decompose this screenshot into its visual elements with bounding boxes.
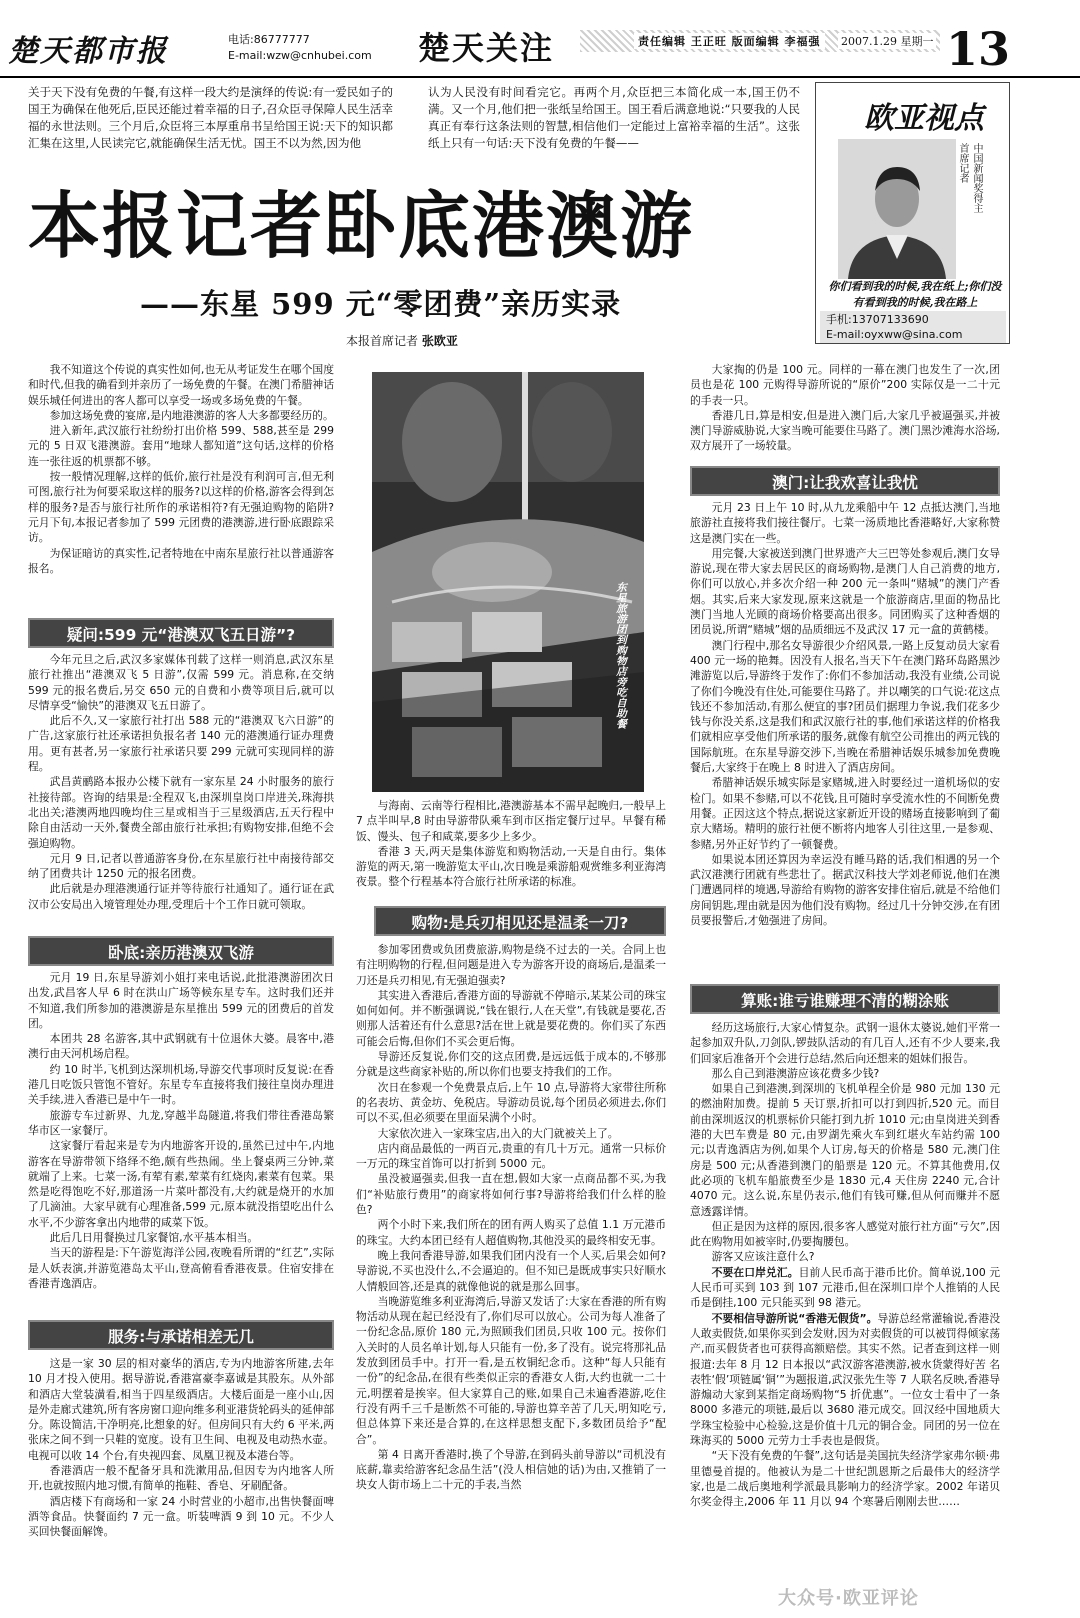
- watermark: 大众号·欧亚评论: [778, 1588, 919, 1609]
- paragraph: 今年元旦之后,武汉多家媒体刊载了这样一则消息,武汉东星旅行社推出“港澳双飞 5 日游”,仅需 599 元。消息称,在交纳 599 元的报名费后,另交 650 元的自费和小费等项目后,就可以尽情享受“愉快”的港澳双飞五日游了。: [28, 653, 334, 712]
- paragraph: 但正是因为这样的原因,很多客人感觉对旅行社方面“亏欠”,因此在购物用如被宰时,仍要掏腰包。: [690, 1219, 1000, 1249]
- paragraph: 香港几日,算是相安,但是进入澳门后,大家几乎被逼强买,并被澳门导游威胁说,大家当晚可能要住马路了。澳门黑沙滩海水浴场,双方展开了一场较量。: [690, 408, 1000, 453]
- paragraph: 不要在口岸兑汇。目前人民币高于港币比价。简单说,100 元人民币可买到 103 到 107 元港币,但在深圳口岸个人推销的人民币是倒挂,100 元只能买到 98 港元。: [690, 1265, 1000, 1310]
- author-portrait-icon: [838, 139, 956, 279]
- editors: 责任编辑 王正旺 版面编辑 李福强: [634, 33, 825, 49]
- section-heading-macau: [690, 466, 1000, 496]
- paper-name: 楚天都市报: [8, 34, 168, 69]
- column-3-accounting: [690, 1020, 1000, 1612]
- column-2-schedule: [356, 798, 666, 902]
- paragraph: 本团共 28 名游客,其中武钢就有十位退休大婆。晨客中,港澳行由天河机场启程。: [28, 1032, 334, 1061]
- paragraph: 参加这场免费的宴席,是内地港澳游的客人大多都要经历的。: [49, 408, 334, 422]
- column-1-undercover: [28, 970, 334, 1314]
- paragraph: 为保证暗访的真实性,记者特地在中南东星旅行社以普通游客报名。: [28, 546, 334, 575]
- issue-date: 2007.1.29 星期一: [838, 33, 936, 49]
- paragraph: 元月 23 日上午 10 时,从九龙乘船中午 12 点抵达澳门,当地旅游社直接将我们接往餐厅。七菜一汤质地比香港略好,大家称赞这是澳门实在一些。: [690, 501, 1000, 545]
- paragraph: 酒店楼下有商场和一家 24 小时营业的小超市,出售快餐面啤酒等食品。快餐面约 7 元一盒。听装啤酒 9 到 10 元。不少人买回快餐面解馋。: [28, 1494, 334, 1539]
- section-heading-text: 服务:与承诺相差无几: [108, 1328, 254, 1346]
- paragraph: 这是一家 30 层的相对豪华的酒店,专为内地游客所建,去年 10 月才投入使用。据导游说,香港富豪李嘉诚是其股东。从外部和酒店大堂装潢看,相当于四星级酒店。大楼后面是一座小山,因是外走廊式建筑,所有客房窗口迎向维多利亚港货轮码头的延伸部分。陈设简洁,干净明亮,比想象的好。但房间只有大约 6 平米,两张床之间不到一只鞋的宽度。设有卫生间、电视及电动热水壶。电视可以收 14 个台,有央视四套、凤凰卫视及本港台等。: [28, 1357, 334, 1462]
- paragraph: 希腊神话娱乐城实际是家赌城,进入时要经过一道机场似的安检门。如果不参赌,可以不花钱,且可随时享受流水性的不间断免费用餐。正因这这个特点,据说这家新近开设的赌场直接影响到了葡京大赌场。精明的旅行社便不断将内地客人引往这里,一是参观、参赌,另外正好节约了一顿餐费。: [690, 776, 1000, 851]
- paragraph: 进入新年,武汉旅行社纷纷打出价格 599、588,甚至是 299 元的 5 日双飞港澳游。套用“地球人都知道”这句话,这样的价格连一张往返的机票都不够。: [28, 424, 334, 468]
- paragraph: “天下没有免费的午餐”,这句话是美国抗失经济学家弗尔顿·弗里德曼首提的。他被认为是二十世纪凯恩斯之后最伟大的经济学家,也是二战后奥地利学派最具影响力的经济学家。2002 年诺贝尔奖金得主,2006 年 11 月以 94 个寒暑后刚刚去世……: [690, 1449, 1000, 1509]
- contact-info: [228, 32, 372, 64]
- paragraph: 香港酒店一般不配备牙具和洗漱用品,但因专为内地客人所开,也就按照内地习惯,有简单的拖鞋、香皂、牙刷配备。: [28, 1464, 334, 1493]
- article-photo: [372, 372, 644, 792]
- section-heading-text: 购物:是兵刃相见还是温柔一刀?: [411, 914, 629, 932]
- section-heading-shopping: [374, 906, 666, 936]
- column-3-continued: [690, 362, 1000, 462]
- subheadline: ——东星 599 元“零团费”亲历实录: [140, 287, 622, 321]
- author-role-b: 中国新闻奖得主: [971, 143, 982, 213]
- author-role: [956, 143, 988, 213]
- paragraph: 大家掏的仍是 100 元。同样的一幕在澳门也发生了一次,团员也是花 100 元购得导游所说的“原价”200 实际仅是一二十元的手表一只。: [690, 363, 1000, 407]
- paragraph: 晚上我问香港导游,如果我们团内没有一个人买,后果会如何?导游说,不买也没什么,不会逼迫的。但不知已是既成事实只好顺水人情般回答,还是真的就像他说的就是那么回事。: [356, 1248, 666, 1293]
- paragraph: 其实进入香港后,香港方面的导游就不停暗示,某某公司的珠宝如何如何。并不断强调说,“钱在银行,人在天堂”,有钱就是要花,否则那人活着还有什么意思?活在世上就是要花费的。你们买了东西可能会后悔,但你们不买会更后悔。: [356, 988, 666, 1048]
- paragraph: 与海南、云南等行程相比,港澳游基本不需早起晚归,一般早上 7 点半叫早,8 时由导游带队乘车到市区指定餐厅过早。早餐有稀饭、馒头、包子和咸菜,要多少上多少。: [356, 799, 666, 843]
- paragraph: 我不知道这个传说的真实性如何,也无从考证发生在哪个国度和时代,但我的确看到并亲历了一场免费的午餐。在澳门希腊神话娱乐城任何进出的客人都可以享受一场或多场免费的午餐。: [28, 363, 334, 407]
- paragraph: 两个小时下来,我们所在的团有两人购买了总值 1.1 万元港币的珠宝。大约本团已经有人超值购物,其他没买的最终相安无事。: [356, 1218, 666, 1247]
- column-2-shopping: [356, 942, 666, 1612]
- column-sidebar: [815, 82, 1010, 344]
- intro-left: 关于天下没有免费的午餐,有这样一段大约是演绎的传说:有一爱民如子的国王为确保在他死后,臣民还能过着幸福的日子,召众臣寻保障人民生活幸福的永世法则。三个月后,众臣将三本厚重帛书呈给国王说:天下的知识都汇集在这里,人民读完它,就能确保生活无忧。国王不以为然,因为他: [28, 85, 393, 150]
- paragraph: 当晚游览维多利亚海湾后,导游又发话了:大家在香港的所有购物活动从现在起已经没有了,你们尽可以放心。公司为每人准备了一份纪念品,原价 180 元,为照顾我们团员,只收 100 元。按你们入关时的人员名单计划,每人只能有一份,多了没有。说完将那礼品发放到团员手中。打开一看,是五枚铜纪念币。这种“每人只能有一份”的纪念品,在很有些类似正宗的香港女人街,大约也就一二十元,明摆着是挨宰。但大家算自己的账,如果自己未遍香港游,吃住行没有两千三千是断然不可能的,导游也算辛苦了几天,明知吃亏,但总体算下来还是合算的,在这样思想支配下,多数团员给予“配合”。: [356, 1294, 666, 1446]
- paragraph: 此后几日用餐换过几家餐馆,水平基本相当。: [49, 1231, 259, 1245]
- column-1-doubt: [28, 652, 334, 930]
- paragraph: 如果说本团还算因为幸运没有睡马路的话,我们相遇的另一个武汉港澳行团就有些悲壮了。据武汉科技大学刘老师说,他们在澳门遭遇同样的境遇,导游给有购物的游客安排住宿后,就是不给他们房间钥匙,理由就是因为他们没有购物。经过几十分钟交涉,在有团员要报警后,才勉强进了房间。: [690, 852, 1000, 928]
- paragraph: 元月 9 日,记者以普通游客身份,在东星旅行社中南接待部交纳了团费共计 1250 元的报名团费。: [28, 851, 334, 881]
- paragraph: 店内商品最低的一两百元,贵重的有几十万元。通常一只标价一万元的珠宝首饰可以打折到 5000 元。: [356, 1141, 666, 1171]
- paragraph: 此后就是办理港澳通行证并等待旅行社通知了。通行证在武汉市公安局出入境管理处办理,受理后十个工作日就可领取。: [28, 882, 334, 911]
- section-heading-text: 澳门:让我欢喜让我忧: [772, 474, 918, 492]
- contact-email: E-mail:wzw@cnhubei.com: [228, 49, 372, 62]
- photo-caption: 东星旅游团到购物店旁吃自助餐: [615, 582, 627, 729]
- paragraph: 如果自己到港澳,到深圳的飞机单程全价是 980 元加 130 元的燃油附加费。提前 5 天订票,折扣可以打到四折,520 元。而目前由深圳返汉的机票标价只能打到九折 1010 元;由皇岗进关到香港的大巴车费是 80 元,由罗湖先乘火车到红堪火车站约需 100 元;以青逸酒店为例,如果个人订房,每天的价格是 580 元,澳门住房是 500 元;从香港到澳门的船票是 120 元。不算其他费用,仅此必项的飞机车船旅费至少是 1830 元,4 天住房 2240 元,合计 4070 元。这么说,东星仍表示,他们有钱可赚,但从何而赚并不愿意透露详情。: [690, 1082, 1000, 1218]
- author-photo: [838, 139, 956, 279]
- author-contact: [820, 311, 1006, 343]
- paragraph: 此后不久,又一家旅行社打出 588 元的“港澳双飞六日游”的广告,这家旅行社还承诺担负报名者 140 元的港澳通行证办理费用。更有甚者,另一家旅行社承诺只要 299 元就可实现同样的游程。: [28, 714, 334, 774]
- tip-lead: 不要在口岸兑汇。: [711, 1265, 799, 1279]
- section-heading-service: [28, 1320, 334, 1350]
- paragraph: 旅游专车过新界、九龙,穿越半岛隧道,将我们带往香港岛繁华市区一家餐厅。: [28, 1108, 334, 1137]
- author-email: E-mail:oyxww@sina.com: [826, 328, 963, 341]
- page-number: 13: [946, 22, 1011, 76]
- paragraph: 约 10 时半,飞机到达深圳机场,导游交代事项时反复说:在香港几日吃饭只管饱不管好。东星专车直接将我们接往皇岗办理进关手续,进入香港已是中午一时。: [28, 1062, 334, 1107]
- headline: 本报记者卧底港澳游: [28, 184, 695, 268]
- contact-phone: 电话:86777777: [228, 33, 310, 46]
- paragraph: 当天的游程是:下午游览海洋公园,夜晚看所谓的“红艺”,实际是人妖表演,并游览港岛太平山,登高俯看香港夜景。住宿安排在香港青逸酒店。: [28, 1246, 334, 1290]
- section-box: [418, 26, 568, 70]
- column-1-intro: [28, 362, 334, 612]
- section-heading-text: 卧底:亲历港澳双飞游: [108, 944, 254, 962]
- paragraph: 武昌黄鹂路本报办公楼下就有一家东星 24 小时服务的旅行社接待部。咨询的结果是:全程双飞,由深圳皇岗口岸进关,珠海拱北出关;港澳两地四晚均住三星或相当于三星级酒店,五天行程中除自由活动一天外,餐费全部由旅行社承担;有购物安排,但绝不会强迫购物。: [28, 775, 334, 850]
- paragraph: 次日在参观一个免费景点后,上午 10 点,导游将大家带往所称的名表坊、黄金坊、免税店。导游动员说,每个团员必须进去,你们可以不买,但必须要在里面呆满个小时。: [356, 1080, 666, 1125]
- paragraph: 用完餐,大家被送到澳门世界遗产大三巴等处参观后,澳门女导游说,现在带大家去居民区的商场购物,是澳门人自己消费的地方,你们可以放心,并多次介绍一种 200 元一条叫“赌城”的澳门产香烟。其实,后来大家发现,原来这就是一个旅游商店,里面的物品比澳门当地人光顾的商场价格要高出很多。同团购买了这种香烟的团员说,所谓“赌城”烟的品质细远不及武汉 17 元一盒的黄鹤楼。: [690, 546, 1000, 637]
- byline-prefix: 本报首席记者: [346, 334, 419, 348]
- paragraph: 按一般情况理解,这样的低价,旅行社是没有利润可言,但无利可图,旅行社为何要采取这样的服务?以这样的价格,游客会得到怎样的服务?是否与旅行社所作的承诺相符?有无强迫购物的陷阱?元月下旬,本报记者参加了 599 元团费的港澳游,进行卧底跟踪采访。: [28, 470, 334, 545]
- author-role-a: 首席记者: [957, 143, 968, 183]
- byline-name: 张欧亚: [421, 334, 458, 348]
- paragraph: 参加零团费或负团费旅游,购物是绕不过去的一关。合同上也有注明购物的行程,但问题是进入专为游客开设的商场后,是温柔一刀还是兵刃相见,有无强迫强卖?: [356, 943, 666, 987]
- paragraph: 游客又应该注意什么?: [711, 1250, 815, 1264]
- paragraph: 澳门行程中,那名女导游很少介绍风景,一路上反复动员大家看 400 元一场的艳舞。因没有人报名,当天下午在澳门路环岛路黑沙滩游览以后,导游终于发作了:你们不参加活动,我没有业绩,公司说了你们今晚没有住处,可能要住马路了。并以嘲笑的口气说:花这点钱还不参加活动,有那么便宜的事?团员们据理力争说,我们花多少钱与你没关系,这是我们和武汉旅行社的事,他们承诺这样的价格我们就相应享受他们所承诺的服务,就像有航空公司推出的两元钱的国际航班。在东星导游交涉下,当晚在希腊神话娱乐城参加免费晚餐后,大家终于在晚上 8 时进入了酒店房间。: [690, 638, 1000, 775]
- section-heading-doubt: [28, 618, 334, 648]
- paragraph: 第 4 日离开香港时,换了个导游,在到码头前导游以“司机没有底薪,靠卖给游客纪念品生活”(没人相信她的话)为由,又推销了一块女人街市场上二十元的手表,当然: [356, 1447, 666, 1492]
- paragraph: 那么自己到港澳游应该花费多少钱?: [711, 1066, 880, 1080]
- tip-lead: 不要相信导游所说“香港无假货”。: [711, 1311, 878, 1325]
- masthead: [0, 0, 1080, 78]
- section-name: 楚天关注: [418, 29, 555, 67]
- intro-right: 认为人民没有时间看完它。再两个月,众臣把三本简化成一本,国王仍不满。又一个月,他们把一张纸呈给国王。国王看后满意地说:“只要我的人民真正有奉行这条法则的智慧,相信他们一定能过上富裕幸福的生活”。这张纸上只有一句话:天下没有免费的午餐——: [428, 85, 800, 150]
- section-heading-accounting: [690, 984, 1000, 1014]
- paragraph: 不要相信导游所说“香港无假货”。导游总经常灌输说,香港没人敢卖假货,如果你买到会发财,因为对卖假货的可以被罚得倾家荡产,而买假货者也可获得高额赔偿。其实不然。记者查到这样一则报道:去年 8 月 12 日本报以“武汉游客港澳游,被水货蒙得好苦 名表牲‘假’项链属‘铜’”为题报道,武汉张先生等 7 人联名反映,香港导游煽动大家到某指定商场购物“5 折优惠”。一位女士看中了一条 8000 多港元的项链,最后以 3680 港元成交。回汉经中国地质大学珠宝检验中心检验,这是价值十几元的铜合金。同团的另一位在珠海买的 5000 元劳力士手表也是假货。: [690, 1311, 1000, 1448]
- paragraph: 香港 3 天,两天是集体游览和购物活动,一天是自由行。集体游览的两天,第一晚游览太平山,次日晚是乘游船观赏维多利亚海湾夜景。整个行程基本符合旅行社所承诺的标准。: [356, 844, 666, 889]
- column-3-macau: [690, 500, 1000, 978]
- paragraph: 经历这场旅行,大家心情复杂。武钢一退休太婆说,她们平常一起参加双升队,刀剑队,锣鼓队活动的有几百人,还有不少人要来,我们回家后准备开个会进行总结,然后向还想来的姐妹们报告。: [690, 1021, 1000, 1065]
- column-1-service: [28, 1356, 334, 1612]
- paragraph: 元月 19 日,东星导游刘小姐打来电话说,此批港澳游团次日出发,武昌客人早 6 时在洪山广场等候东星专车。这时我们还并不知道,我们所参加的港澳游是东星推出 599 元的团费后的首发团。: [28, 971, 334, 1030]
- author-phone: 手机:13707133690: [826, 313, 929, 326]
- paragraph: 导游还反复说,你们交的这点团费,是远远低于成本的,不够那分就是这些商家补贴的,所以你们也要支持我们的工作。: [356, 1050, 666, 1079]
- section-heading-undercover: [28, 936, 334, 966]
- column-title: 欧亚视点: [864, 101, 984, 136]
- column-motto: 你们看到我的时候,我在纸上;你们没有看到我的时候,我在路上: [828, 280, 1002, 309]
- paragraph: 这家餐厅看起来是专为内地游客开设的,虽然已过中午,内地游客在导游带领下络绎不绝,颇有些热闹。坐上餐桌两三分钟,菜就端了上来。七菜一汤,有荤有素,荤菜有红烧肉,素菜有包菜。果然是吃得饱吃不好,那道汤一片菜叶都没有,大约就是烧开的水加了几滴油。大家早就有心理准备,599 元,原本就没指望吃出什么水平,不少游客拿出内地带的咸菜下饭。: [28, 1139, 334, 1229]
- paragraph: 虽没被逼强卖,但我一直在想,假如大家一点商品都不买,为我们“补贴旅行费用”的商家将如何行事?导游将给我们什么样的脸色?: [356, 1172, 666, 1217]
- section-heading-text: 疑问:599 元“港澳双飞五日游”?: [66, 626, 296, 644]
- byline: [346, 332, 458, 349]
- paragraph: 大家依次进入一家珠宝店,出入的大门就被关上了。: [377, 1126, 619, 1140]
- section-heading-text: 算账:谁亏谁赚理不清的糊涂账: [741, 992, 949, 1010]
